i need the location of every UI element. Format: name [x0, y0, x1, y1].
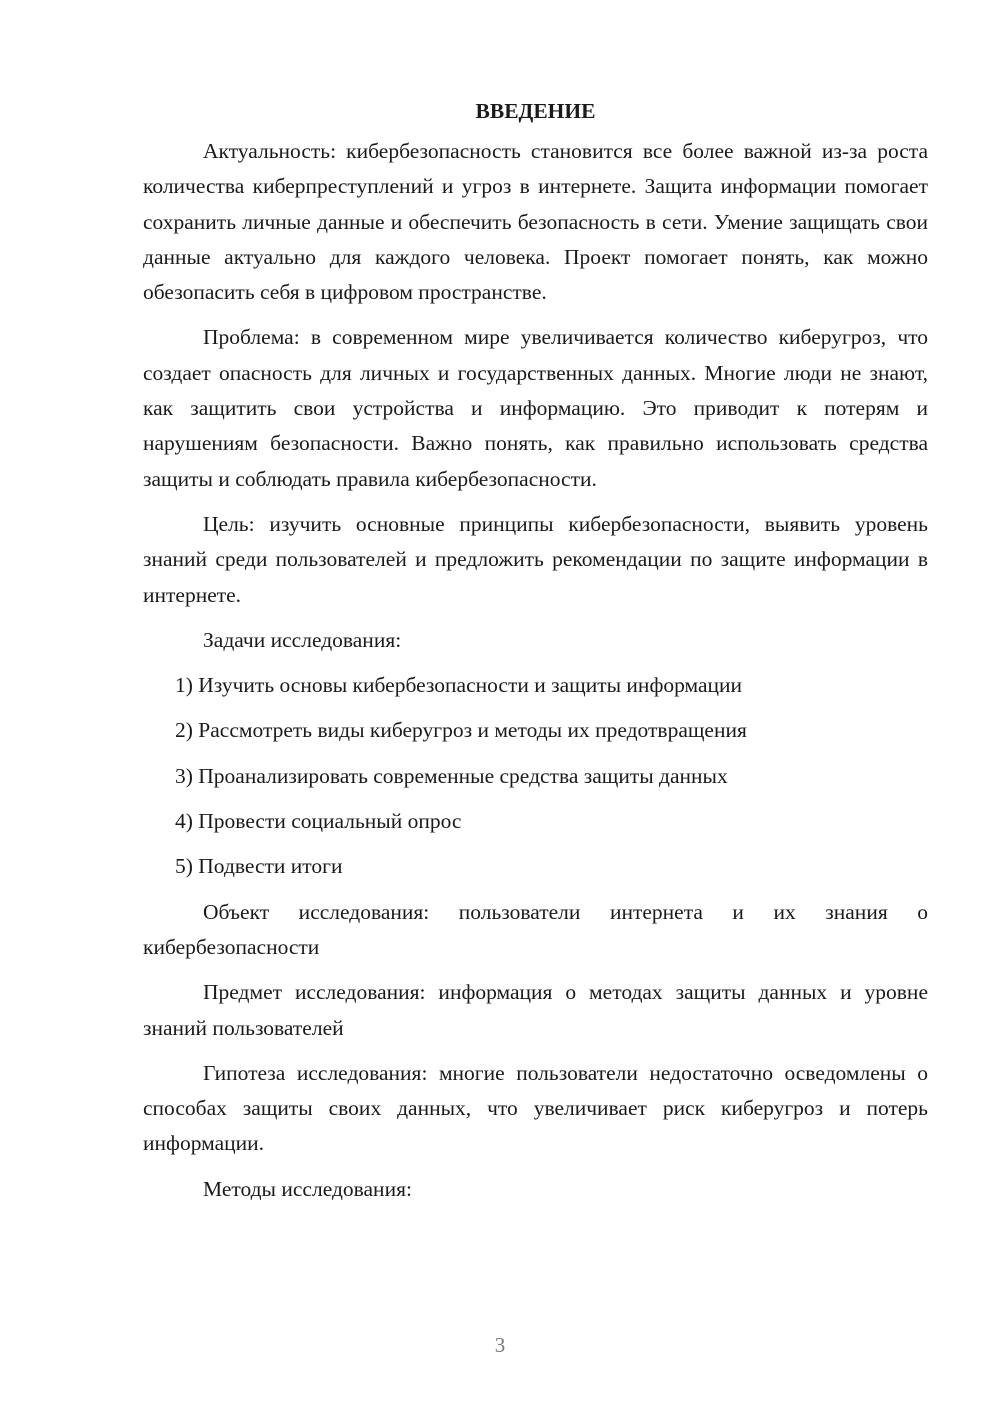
page-title: ВВЕДЕНИЕ	[475, 99, 596, 123]
page-number: 3	[494, 1333, 506, 1357]
tasks-list	[143, 668, 928, 884]
document-body	[143, 96, 928, 1217]
list-item: 3) Проанализировать современные средства защиты данных	[175, 763, 728, 788]
tasks-heading: Задачи исследования:	[203, 627, 402, 652]
methods-heading: Методы исследования:	[203, 1176, 412, 1201]
paragraph-hypothesis: Гипотеза исследования: многие пользователи недостаточно осведомлены о способах защиты своих данных, что увеличивает риск киберугроз и потерь информации.	[143, 1060, 928, 1156]
list-item: 2) Рассмотреть виды киберугроз и методы их предотвращения	[175, 718, 747, 743]
list-item: 5) Подвести итоги	[175, 854, 343, 879]
paragraph-goal: Цель: изучить основные принципы кибербезопасности, выявить уровень знаний среди пользователей и предложить рекомендации по защите информации в интернете.	[143, 511, 928, 607]
paragraph-problem: Проблема: в современном мире увеличивается количество киберугроз, что создает опасность для личных и государственных данных. Многие люди не знают, как защитить свои устройства и информацию. Это приводит к потерям и нарушениям безопасности. Важно понять, как правильно использовать средства защиты и соблюдать правила кибербезопасности.	[143, 325, 928, 491]
paragraph-relevance: Актуальность: кибербезопасность становится все более важной из-за роста количества киберпреступлений и угроз в интернете. Защита информации помогает сохранить личные данные и обеспечить безопасность в сети. Умение защищать свои данные актуально для каждого человека. Проект помогает понять, как можно обезопасить себя в цифровом пространстве.	[143, 139, 928, 305]
paragraph-subject: Предмет исследования: информация о методах защиты данных и уровне знаний пользователей	[143, 980, 928, 1040]
paragraph-object: Объект исследования: пользователи интернета и их знания о кибербезопасности	[143, 899, 928, 959]
list-item: 1) Изучить основы кибербезопасности и защиты информации	[175, 673, 743, 698]
list-item: 4) Провести социальный опрос	[175, 809, 462, 834]
